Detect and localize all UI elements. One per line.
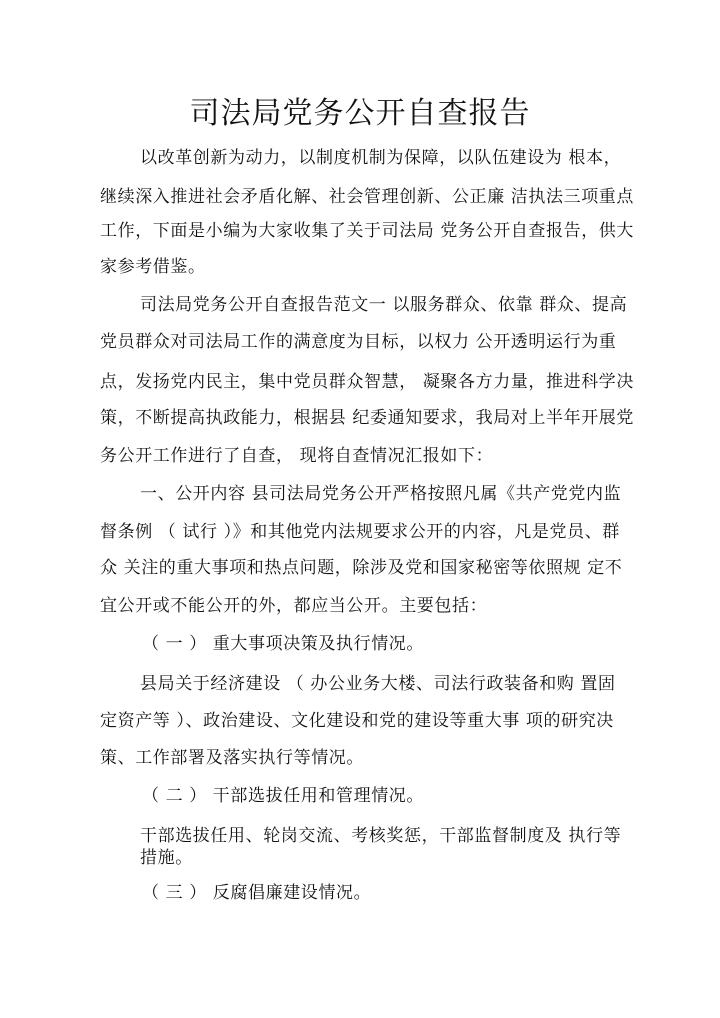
section-heading: （ 三 ） 反腐倡廉建设情况。: [142, 883, 372, 903]
paragraph-line: 务公开工作进行了自查， 现将自查情况汇报如下：: [100, 446, 494, 466]
paragraph-line: 策、工作部署及落实执行等情况。: [100, 748, 364, 768]
paragraph-line: 点，发扬党内民主，集中党员群众智慧， 凝聚各方力量，推进科学决: [100, 372, 635, 392]
paragraph-line: 定资产等 ）、政治建设、文化建设和党的建设等重大事 项的研究决: [100, 711, 614, 731]
paragraph-line: 以改革创新为动力，以制度机制为保障，以队伍建设为 根本，: [140, 148, 622, 168]
paragraph-line: 工作，下面是小编为大家收集了关于司法局 党务公开自查报告，供大: [100, 221, 635, 241]
paragraph-line: 干部选拔任用、轮岗交流、考核奖惩，干部监督制度及 执行等: [140, 826, 622, 846]
paragraph-line: 措施。: [140, 848, 193, 868]
paragraph-line: 司法局党务公开自查报告范文一 以服务群众、依靠 群众、提高: [140, 295, 628, 315]
section-heading: （ 二 ） 干部选拔任用和管理情况。: [142, 786, 425, 806]
paragraph-line: 继续深入推进社会矛盾化解、社会管理创新、公正廉 洁执法三项重点: [100, 187, 635, 207]
section-heading: （ 一 ） 重大事项决策及执行情况。: [142, 634, 425, 654]
paragraph-line: 宜公开或不能公开的外，都应当公开。主要包括：: [100, 596, 488, 616]
paragraph-line: 党员群众对司法局工作的满意度为目标，以权力 公开透明运行为重: [100, 332, 617, 352]
paragraph-line: 策，不断提高执政能力，根据县 纪委通知要求，我局对上半年开展党: [100, 408, 635, 428]
document-title: 司法局党务公开自查报告: [189, 96, 531, 131]
paragraph-line: 县局关于经济建设 （ 办公业务大楼、司法行政装备和购 置固: [140, 674, 616, 694]
paragraph-line: 众 关注的重大事项和热点问题，除涉及党和国家秘密等依照规 定不: [100, 558, 623, 578]
paragraph-line: 督条例 （ 试行 ）》和其他党内法规要求公开的内容，凡是党员、群: [100, 522, 620, 542]
paragraph-line: 一、公开内容 县司法局党务公开严格按照凡属《共产党党内监: [140, 484, 622, 504]
paragraph-line: 家参考借鉴。: [100, 257, 206, 277]
